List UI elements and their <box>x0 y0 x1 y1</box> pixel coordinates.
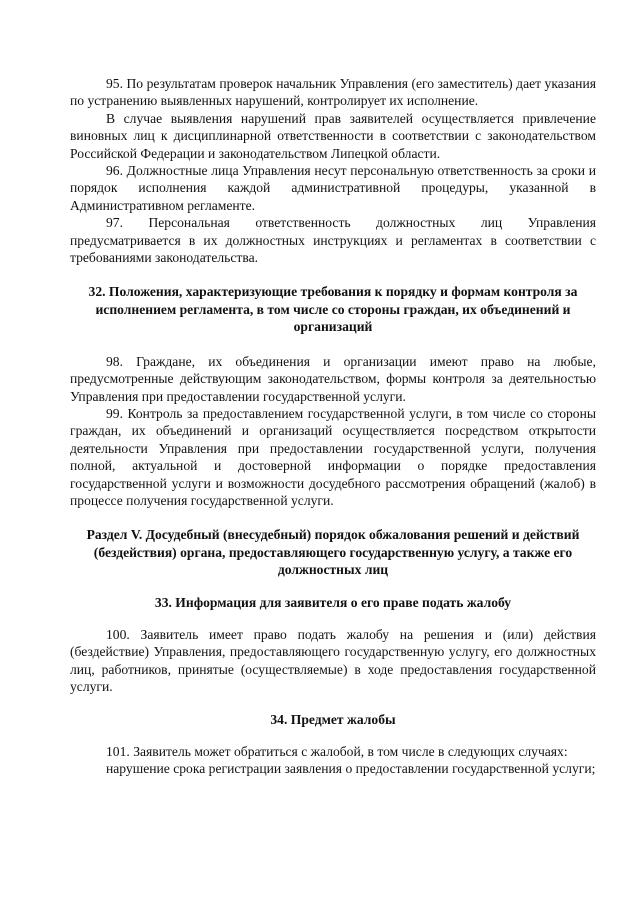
paragraph-101: 101. Заявитель может обратиться с жалобой, в том числе в следующих случаях: <box>106 744 568 759</box>
paragraph-95: 95. По результатам проверок начальник Управления (его заместитель) дает указания по устранению выявленных нарушений, контролирует их исполнение. <box>70 76 596 109</box>
paragraph-98: 98. Граждане, их объединения и организации имеют право на любые, предусмотренные действующим законодательством, формы контроля за деятельностью Управления при предоставлении государственной услуги. <box>70 353 596 404</box>
paragraph-registration-violation: нарушение срока регистрации заявления о предоставлении государственной услуги; <box>106 761 596 777</box>
paragraph-99: 99. Контроль за предоставлением государственной услуги, в том числе со стороны граждан, их объединений и организаций осуществляется посредством открытости деятельности Управления при предоставлении государственной услуги, получения полной, актуальной и достоверной информации о порядке предоставления государственной услуги и возможности досудебного рассмотрения обращений (жалоб) в процессе получения государственной услуги. <box>70 405 596 508</box>
heading-section-5: Раздел V. Досудебный (внесудебный) порядок обжалования решений и действий (бездействия) органа, предоставляющего государственную услугу, а также его должностных лиц <box>86 527 580 578</box>
paragraph-96: 96. Должностные лица Управления несут персональную ответственность за сроки и порядок исполнения каждой административной процедуры, указанной в Административном регламенте. <box>70 163 596 213</box>
paragraph-100: 100. Заявитель имеет право подать жалобу на решения и (или) действия (бездействие) Управления, предоставляющего государственную услугу, его должностных лиц, работников, принятые (осуществляемые) в ходе предоставления государственной услуги. <box>70 626 596 695</box>
heading-33: 33. Информация для заявителя о его праве подать жалобу <box>154 594 512 610</box>
paragraph-violations: В случае выявления нарушений прав заявителей осуществляется привлечение виновных лиц к дисциплинарной ответственности в соответствии с законодательством Российской Федерации и законодательством Липецкой области. <box>70 110 596 161</box>
heading-34: 34. Предмет жалобы <box>270 711 396 727</box>
paragraph-97: 97. Персональная ответственность должностных лиц Управления предусматривается в их должностных инструкциях и регламентах в соответствии с требованиями законодательства. <box>70 215 596 266</box>
heading-32: 32. Положения, характеризующие требования к порядку и формам контроля за исполнением регламента, в том числе со стороны граждан, их объединений и организаций <box>88 284 578 335</box>
